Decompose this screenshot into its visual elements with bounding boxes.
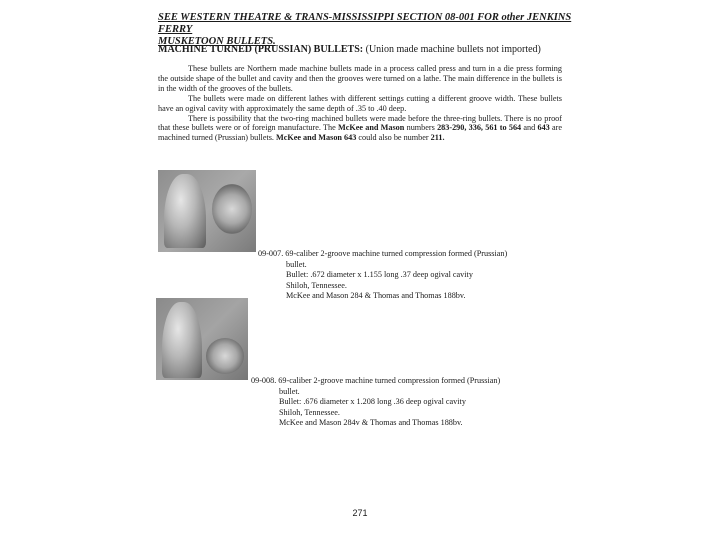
bullet-base-view [212, 184, 252, 234]
paragraph-1: These bullets are Northern made machine bullets made in a process called press and turn in a die press forming the outside shape of the bullet and cavity and then the grooves were turned on a lathe. The main difference in the bullets is in the width of the grooves of the bullets. [158, 64, 562, 93]
bullet-side-view [164, 174, 206, 248]
item-title-cont: bullet. [286, 259, 307, 269]
section-title [158, 44, 578, 56]
item-location: Shiloh, Tennessee. [286, 280, 347, 290]
section-title-note: (Union made machine bullets not imported) [363, 44, 541, 55]
page-number: 271 [352, 508, 368, 518]
bullet-photo-09-008 [156, 298, 248, 380]
item-title-cont: bullet. [279, 386, 300, 396]
item-reference: McKee and Mason 284 & Thomas and Thomas 188bv. [286, 291, 466, 300]
bullet-photo-09-007 [158, 170, 256, 252]
header-line-1: SEE WESTERN THEATRE & TRANS-MISSISSIPPI SECTION 08-001 FOR other JENKINS FERRY [158, 12, 572, 35]
bullet-base-view [206, 338, 244, 374]
item-title: 09-007. 69-caliber 2-groove machine turned compression formed (Prussian) [258, 249, 508, 258]
item-title: 09-008. 69-caliber 2-groove machine turned compression formed (Prussian) [251, 376, 501, 385]
paragraph-3: There is possibility that the two-ring machined bullets were made before the three-ring bullets. There is no proof that these bullets were or of foreign manufacture. The McKee and Mason numbers 283-290, 336, 561 to 564 and 643 are machined turned (Prussian) bullets. McKee and Mason 643 could also be number 211. [158, 113, 563, 143]
item-location: Shiloh, Tennessee. [279, 407, 340, 417]
caption-09-007 [258, 249, 558, 302]
body-text [158, 64, 562, 143]
item-spec: Bullet: .676 diameter x 1.208 long .36 deep ogival cavity [279, 397, 466, 406]
section-reference-header [158, 12, 578, 48]
section-title-bold: MACHINE TURNED (PRUSSIAN) BULLETS: [158, 44, 364, 55]
item-spec: Bullet: .672 diameter x 1.155 long .37 deep ogival cavity [286, 270, 473, 279]
caption-09-008 [251, 376, 551, 429]
header-line-2: MUSKETOON BULLETS. [158, 36, 276, 47]
item-reference: McKee and Mason 284v & Thomas and Thomas 188bv. [279, 418, 463, 427]
paragraph-2: The bullets were made on different lathes with different settings cutting a different groove width. These bullets have an ogival cavity with approximately the same depth of .35 to .40 deep. [158, 93, 562, 113]
bullet-side-view [162, 302, 202, 378]
